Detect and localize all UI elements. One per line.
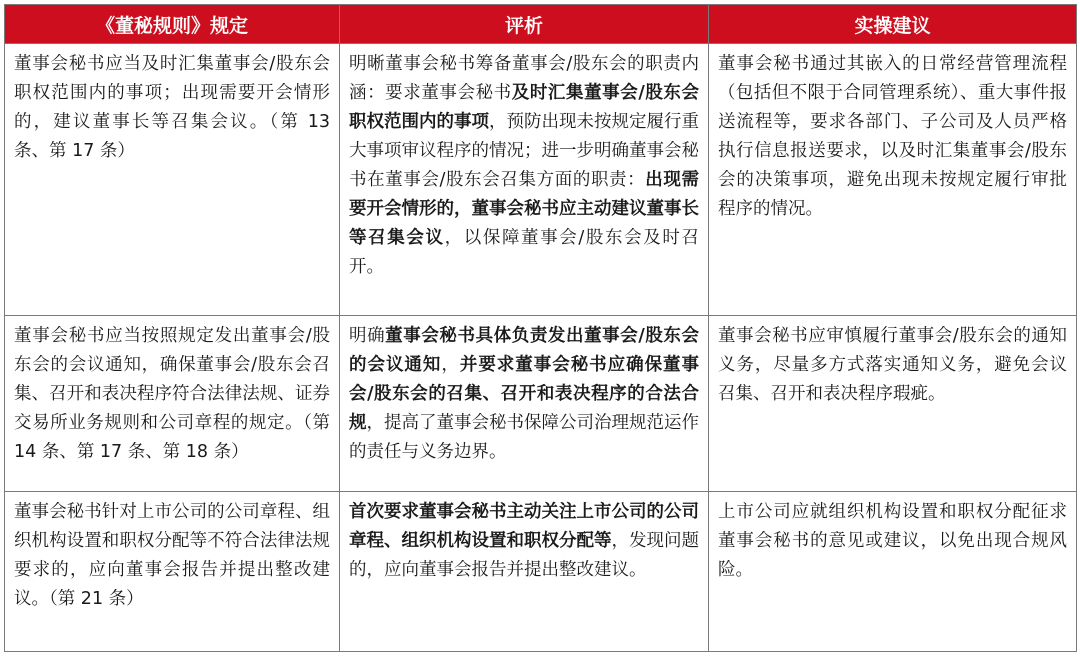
cell-analysis	[340, 492, 709, 652]
analysis-text: 明确	[349, 326, 386, 347]
cell-advice: 上市公司应就组织机构设置和职权分配征求董事会秘书的意见或建议，以免出现合规风险。	[709, 492, 1077, 652]
table-row	[5, 316, 1077, 492]
analysis-bold-text: 首次要求董事会秘书主动关注上市公司的公司章程、组织机构设置和职权分配等	[349, 502, 699, 552]
table-row	[5, 44, 1077, 316]
analysis-bold-text: 董事会秘书具体负责发出董事会/股东会的会议通知	[349, 326, 700, 376]
header-advice: 实操建议	[709, 5, 1077, 44]
cell-advice: 董事会秘书通过其嵌入的日常经营管理流程（包括但不限于合同管理系统）、重大事件报送流程等，要求各部门、子公司及人员严格执行信息报送要求，以及时汇集董事会/股东会的决策事项，避免出现未按规定履行审批程序的情况。	[709, 44, 1077, 316]
analysis-text: ，预防出现未按规定履行重大事项审议程序的情况；进一步明确董事会秘书在董事会/股东会召集方面的职责：	[349, 112, 699, 190]
analysis-text: 明晰董事会秘书筹备董事会/股东会的职责内涵：要求董事会秘书	[349, 54, 699, 103]
cell-analysis	[340, 316, 709, 492]
analysis-bold-text: 及时汇集董事会/股东会职权范围内的事项	[349, 83, 699, 132]
table-header-row	[5, 5, 1077, 44]
analysis-text: ，	[441, 355, 460, 376]
analysis-text: ，提高了董事会秘书保障公司治理规范运作的责任与义务边界。	[349, 413, 699, 463]
cell-rule: 董事会秘书应当按照规定发出董事会/股东会的会议通知，确保董事会/股东会召集、召开和表决程序符合法律法规、证券交易所业务规则和公司章程的规定。（第 14 条、第 17 条、第 18 条）	[5, 316, 340, 492]
regulation-table-wrapper	[4, 4, 1076, 652]
analysis-text: ，以保障董事会/股东会及时召开。	[349, 228, 700, 277]
analysis-bold-text: 出现需要开会情形的，董事会秘书应主动建议董事长等召集会议	[349, 170, 700, 248]
analysis-bold-text: 并要求董事会秘书应确保董事会/股东会的召集、召开和表决程序的合法合规	[349, 355, 700, 434]
analysis-text: ，发现问题的，应向董事会报告并提出整改建议。	[349, 531, 699, 581]
header-analysis: 评析	[340, 5, 709, 44]
table-row	[5, 492, 1077, 652]
header-rule: 《董秘规则》规定	[5, 5, 340, 44]
cell-rule: 董事会秘书针对上市公司的公司章程、组织机构设置和职权分配等不符合法律法规要求的，应向董事会报告并提出整改建议。（第 21 条）	[5, 492, 340, 652]
cell-rule: 董事会秘书应当及时汇集董事会/股东会职权范围内的事项；出现需要开会情形的，建议董事长等召集会议。（第 13 条、第 17 条）	[5, 44, 340, 316]
cell-advice: 董事会秘书应审慎履行董事会/股东会的通知义务，尽量多方式落实通知义务，避免会议召集、召开和表决程序瑕疵。	[709, 316, 1077, 492]
cell-analysis	[340, 44, 709, 316]
regulation-comparison-table	[4, 4, 1077, 652]
